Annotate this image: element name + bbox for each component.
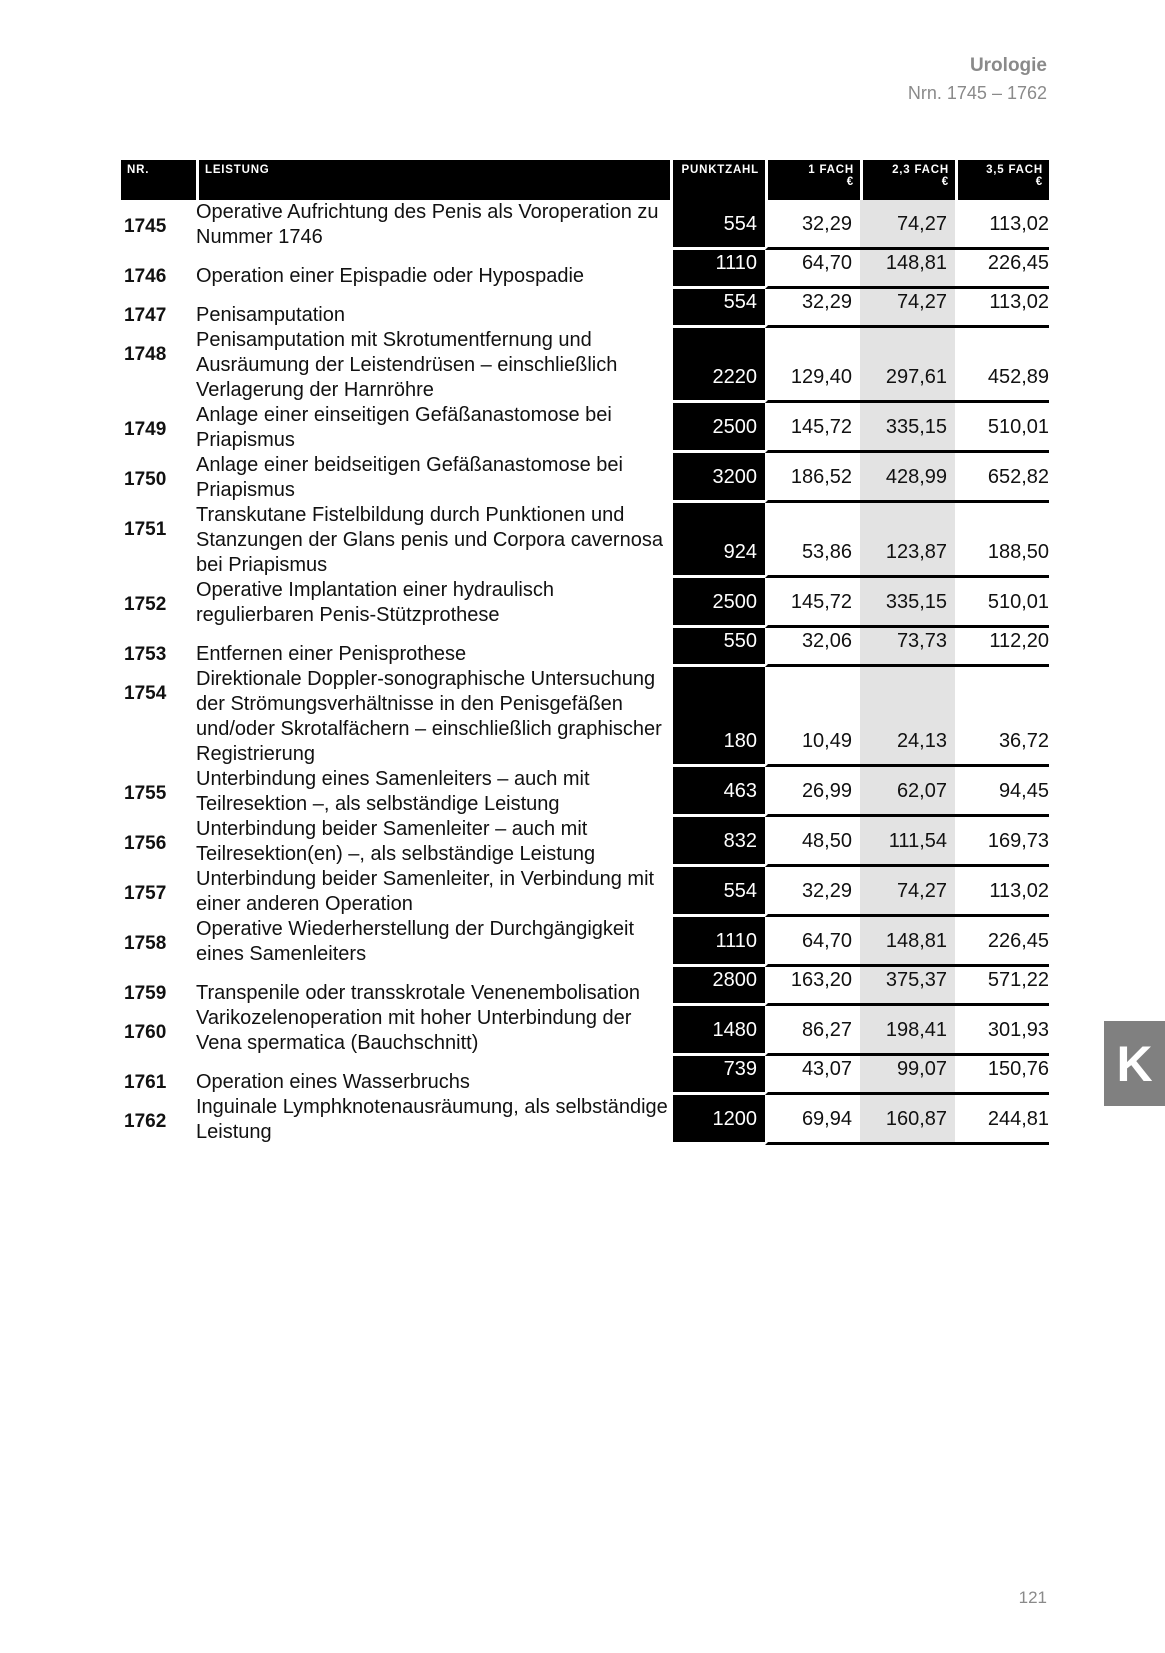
entry-number: 1747: [124, 305, 167, 326]
point-value: 1110: [670, 250, 765, 289]
fee-1-fach: 10,49: [765, 667, 860, 767]
fee-3-5-fach: 452,89: [955, 328, 1049, 403]
column-header-2-3-fach: [860, 160, 955, 200]
fee-1-fach: 32,29: [765, 867, 860, 917]
section-title: Urologie: [969, 55, 1047, 76]
fee-3-5-fach: 652,82: [955, 453, 1049, 503]
fee-3-5-fach: 510,01: [955, 403, 1049, 453]
table-row: [121, 667, 1049, 767]
fee-3-5-fach: 226,45: [955, 250, 1049, 289]
service-description: Penisamputation mit Skrotumentfernung und Ausräumung der Leistendrüsen – einschließlich Verlagerung der Harnröhre: [196, 329, 618, 401]
fee-1-fach: 32,29: [765, 289, 860, 328]
entry-number: 1757: [124, 883, 167, 904]
entry-number: 1750: [124, 469, 167, 490]
fee-3-5-fach: 150,76: [955, 1056, 1049, 1095]
fee-1-fach: 32,29: [765, 200, 860, 250]
fee-2-3-fach: 62,07: [860, 767, 955, 817]
fee-3-5-fach: 301,93: [955, 1006, 1049, 1056]
page-header: [908, 52, 1047, 106]
point-value: 2800: [670, 967, 765, 1006]
service-description: Operative Implantation einer hydraulisch regulierbaren Penis-Stützprothese: [196, 579, 554, 626]
table-row: [121, 1056, 1049, 1095]
fee-1-fach: 26,99: [765, 767, 860, 817]
fee-1-fach: 43,07: [765, 1056, 860, 1095]
point-value: 2500: [670, 578, 765, 628]
point-value: 1480: [670, 1006, 765, 1056]
fee-3-5-fach: 188,50: [955, 503, 1049, 578]
column-header-punktzahl: PUNKTZAHL: [670, 160, 765, 200]
fee-3-5-fach: 226,45: [955, 917, 1049, 967]
fee-1-fach: 186,52: [765, 453, 860, 503]
fee-2-3-fach: 74,27: [860, 200, 955, 250]
entry-number: 1751: [124, 519, 167, 540]
entry-number: 1759: [124, 983, 167, 1004]
fee-3-5-fach: 510,01: [955, 578, 1049, 628]
currency-label: €: [846, 176, 854, 188]
point-value: 554: [670, 200, 765, 250]
service-description: Anlage einer einseitigen Gefäßanastomose bei Priapismus: [196, 404, 612, 451]
table-row: [121, 503, 1049, 578]
fee-3-5-fach: 113,02: [955, 200, 1049, 250]
point-value: 554: [670, 867, 765, 917]
table-row: [121, 967, 1049, 1006]
service-description: Entfernen einer Penisprothese: [196, 643, 467, 665]
fee-table-body: [121, 200, 1049, 1145]
fee-2-3-fach: 428,99: [860, 453, 955, 503]
service-description: Unterbindung eines Samenleiters – auch mit Teilresektion –, als selbständige Leistung: [196, 768, 590, 815]
table-row: [121, 817, 1049, 867]
fee-3-5-fach: 112,20: [955, 628, 1049, 667]
point-value: 180: [670, 667, 765, 767]
fee-2-3-fach: 24,13: [860, 667, 955, 767]
fee-3-5-fach: 169,73: [955, 817, 1049, 867]
fee-2-3-fach: 375,37: [860, 967, 955, 1006]
column-header-2-3-fach-label: 2,3 FACH: [892, 164, 949, 176]
service-description: Unterbindung beider Samenleiter, in Verbindung mit einer anderen Operation: [196, 868, 655, 915]
fee-2-3-fach: 148,81: [860, 917, 955, 967]
point-value: 2220: [670, 328, 765, 403]
point-value: 1110: [670, 917, 765, 967]
column-header-3-5-fach: [955, 160, 1049, 200]
service-description: Penisamputation: [196, 304, 345, 326]
entry-number: 1749: [124, 419, 167, 440]
table-row: [121, 289, 1049, 328]
page-number: 121: [1018, 1588, 1047, 1607]
entry-number: 1754: [124, 683, 167, 704]
chapter-tab[interactable]: K: [1104, 1021, 1165, 1106]
service-description: Operative Wiederherstellung der Durchgängigkeit eines Samenleiters: [196, 918, 635, 965]
table-header-row: [121, 160, 1049, 200]
fee-3-5-fach: 244,81: [955, 1095, 1049, 1145]
fee-1-fach: 53,86: [765, 503, 860, 578]
fee-2-3-fach: 74,27: [860, 289, 955, 328]
fee-1-fach: 163,20: [765, 967, 860, 1006]
point-value: 463: [670, 767, 765, 817]
table-row: [121, 1006, 1049, 1056]
fee-1-fach: 64,70: [765, 250, 860, 289]
fee-2-3-fach: 99,07: [860, 1056, 955, 1095]
entry-number: 1745: [124, 216, 167, 237]
entry-number: 1755: [124, 783, 167, 804]
fee-3-5-fach: 571,22: [955, 967, 1049, 1006]
fee-1-fach: 145,72: [765, 403, 860, 453]
fee-table: [121, 160, 1049, 1145]
currency-label: €: [941, 176, 949, 188]
point-value: 550: [670, 628, 765, 667]
entry-number: 1748: [124, 344, 167, 365]
point-value: 832: [670, 817, 765, 867]
service-description: Operation einer Epispadie oder Hypospadie: [196, 265, 585, 287]
table-row: [121, 767, 1049, 817]
fee-2-3-fach: 111,54: [860, 817, 955, 867]
entry-number: 1756: [124, 833, 167, 854]
entry-number: 1746: [124, 266, 167, 287]
entry-number: 1760: [124, 1022, 167, 1043]
fee-1-fach: 69,94: [765, 1095, 860, 1145]
service-description: Transkutane Fistelbildung durch Punktionen und Stanzungen der Glans penis und Corpora cavernosa bei Priapismus: [196, 504, 663, 576]
column-header-3-5-fach-label: 3,5 FACH: [986, 164, 1043, 176]
fee-2-3-fach: 123,87: [860, 503, 955, 578]
fee-1-fach: 32,06: [765, 628, 860, 667]
fee-1-fach: 145,72: [765, 578, 860, 628]
fee-3-5-fach: 113,02: [955, 289, 1049, 328]
fee-2-3-fach: 74,27: [860, 867, 955, 917]
column-header-leistung: LEISTUNG: [196, 160, 670, 200]
service-description: Operative Aufrichtung des Penis als Voroperation zu Nummer 1746: [196, 201, 659, 248]
fee-2-3-fach: 297,61: [860, 328, 955, 403]
service-description: Transpenile oder transskrotale Venenembolisation: [196, 982, 640, 1004]
fee-1-fach: 86,27: [765, 1006, 860, 1056]
service-description: Inguinale Lymphknotenausräumung, als selbständige Leistung: [196, 1096, 668, 1143]
fee-1-fach: 129,40: [765, 328, 860, 403]
number-range: Nrn. 1745 – 1762: [907, 83, 1047, 103]
fee-3-5-fach: 36,72: [955, 667, 1049, 767]
entry-number: 1752: [124, 594, 167, 615]
service-description: Direktionale Doppler-sonographische Untersuchung der Strömungsverhältnisse in den Penisgefäßen und/oder Skrotalfächern – einschließlich graphischer Registrierung: [196, 668, 662, 765]
column-header-1-fach: [765, 160, 860, 200]
point-value: 3200: [670, 453, 765, 503]
fee-2-3-fach: 73,73: [860, 628, 955, 667]
table-row: [121, 867, 1049, 917]
table-row: [121, 578, 1049, 628]
service-description: Anlage einer beidseitigen Gefäßanastomose bei Priapismus: [196, 454, 623, 501]
currency-label: €: [1035, 176, 1043, 188]
table-row: [121, 453, 1049, 503]
column-header-nr: NR.: [121, 160, 196, 200]
fee-1-fach: 64,70: [765, 917, 860, 967]
entry-number: 1758: [124, 933, 167, 954]
entry-number: 1753: [124, 644, 167, 665]
service-description: Unterbindung beider Samenleiter – auch mit Teilresektion(en) –, als selbständige Leistung: [196, 818, 596, 865]
fee-1-fach: 48,50: [765, 817, 860, 867]
table-row: [121, 403, 1049, 453]
fee-3-5-fach: 113,02: [955, 867, 1049, 917]
service-description: Operation eines Wasserbruchs: [196, 1071, 470, 1093]
entry-number: 1761: [124, 1072, 167, 1093]
point-value: 739: [670, 1056, 765, 1095]
fee-2-3-fach: 198,41: [860, 1006, 955, 1056]
fee-2-3-fach: 335,15: [860, 578, 955, 628]
fee-2-3-fach: 148,81: [860, 250, 955, 289]
table-row: [121, 200, 1049, 250]
entry-number: 1762: [124, 1111, 167, 1132]
service-description: Varikozelenoperation mit hoher Unterbindung der Vena spermatica (Bauchschnitt): [196, 1007, 632, 1054]
point-value: 924: [670, 503, 765, 578]
point-value: 1200: [670, 1095, 765, 1145]
fee-2-3-fach: 160,87: [860, 1095, 955, 1145]
table-row: [121, 917, 1049, 967]
table-row: [121, 328, 1049, 403]
point-value: 2500: [670, 403, 765, 453]
fee-3-5-fach: 94,45: [955, 767, 1049, 817]
table-row: [121, 628, 1049, 667]
table-row: [121, 1095, 1049, 1145]
fee-2-3-fach: 335,15: [860, 403, 955, 453]
point-value: 554: [670, 289, 765, 328]
column-header-1-fach-label: 1 FACH: [808, 164, 854, 176]
table-row: [121, 250, 1049, 289]
